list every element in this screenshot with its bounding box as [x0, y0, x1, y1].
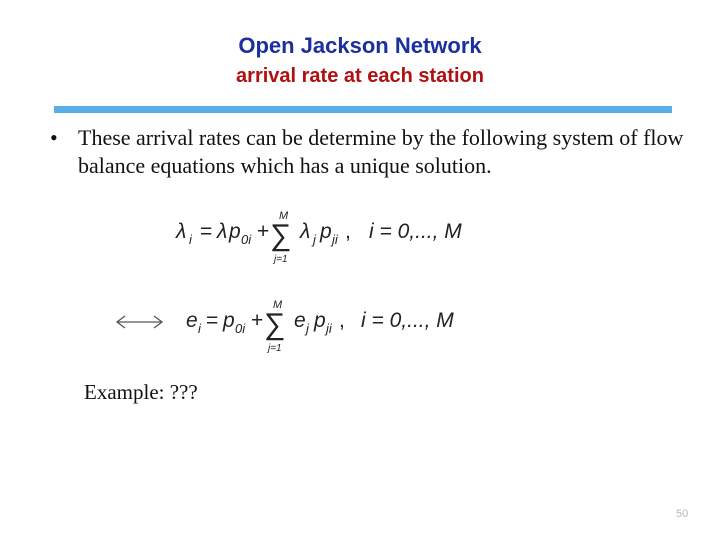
- eq1-comma: ,: [345, 220, 351, 243]
- eq1-term1-subscript: 0i: [241, 232, 252, 247]
- eq2-term1-p: p: [223, 309, 235, 332]
- eq1-term2-symbol-subscript: j: [313, 232, 316, 247]
- eq1-range: i = 0,..., M: [369, 220, 462, 243]
- eq1-sum-lower: j=1: [274, 254, 288, 265]
- eq2-equals: =: [206, 309, 219, 332]
- eq2-term2-p: p: [314, 309, 326, 332]
- eq1-term1-symbol: λ: [217, 220, 228, 243]
- eq2-comma: ,: [339, 309, 345, 332]
- eq2-term2-symbol: e: [294, 309, 306, 332]
- bullet-dot-icon: •: [50, 125, 58, 150]
- eq1-lhs-symbol: λ: [176, 220, 187, 243]
- slide-subtitle: arrival rate at each station: [236, 65, 484, 87]
- title-divider: [54, 106, 672, 113]
- eq2-sum-upper: M: [273, 299, 283, 311]
- eq1-plus: +: [257, 220, 270, 243]
- page-number: 50: [676, 508, 689, 520]
- eq2-range: i = 0,..., M: [361, 309, 454, 332]
- eq2-sum-sign: ∑: [264, 308, 286, 341]
- bullet-text: These arrival rates can be determine by the following system of flow balance equations which has a unique solution.: [78, 125, 684, 178]
- eq1-sum-upper: M: [279, 210, 289, 222]
- double-headed-arrow-icon: [117, 316, 162, 328]
- equation-2: [186, 299, 454, 354]
- eq1-equals: =: [200, 220, 213, 243]
- eq2-term2-symbol-subscript: j: [306, 321, 309, 336]
- eq1-sum-sign: ∑: [270, 219, 292, 252]
- eq1-term2-p: p: [320, 220, 332, 243]
- eq2-sum-lower: j=1: [268, 343, 282, 354]
- eq2-lhs-symbol: e: [186, 309, 198, 332]
- eq1-term1-p: p: [229, 220, 241, 243]
- equation-1: [175, 210, 462, 265]
- eq2-lhs-subscript: i: [198, 321, 201, 336]
- eq2-term1-subscript: 0i: [235, 321, 246, 336]
- eq1-term2-symbol: λ: [300, 220, 311, 243]
- eq1-term2-p-subscript: ji: [332, 232, 338, 247]
- eq2-plus: +: [251, 309, 264, 332]
- eq2-term2-p-subscript: ji: [326, 321, 332, 336]
- example-text: Example: ???: [84, 380, 198, 404]
- eq1-lhs-subscript: i: [189, 232, 192, 247]
- slide-title: Open Jackson Network: [238, 33, 482, 58]
